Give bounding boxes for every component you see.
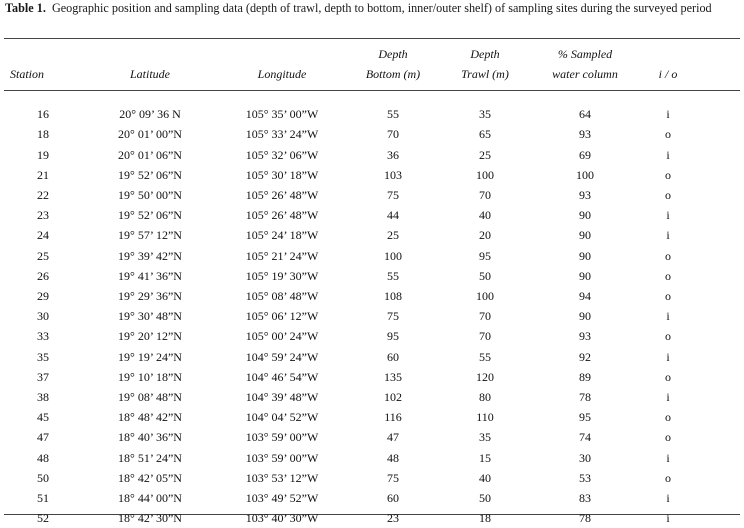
cell-depth-bottom: 108 [384, 289, 402, 304]
cell-io: i [666, 228, 670, 243]
cell-station: 37 [37, 369, 49, 384]
cell-blank [696, 468, 740, 488]
cell-sampled: 93 [579, 127, 591, 142]
cell-longitude: 103° 53’ 12”W [245, 470, 319, 485]
cell-longitude: 105° 32’ 06”W [245, 147, 319, 162]
cell-depth-bottom: 100 [384, 248, 402, 263]
cell-depth-trawl: 110 [476, 410, 494, 425]
cell-io: o [665, 127, 671, 142]
cell-station: 21 [37, 167, 49, 182]
cell-depth-bottom: 103 [384, 167, 402, 182]
cell-depth-bottom: 55 [387, 107, 399, 122]
cell-sampled: 53 [579, 470, 591, 485]
cell-latitude: 18° 40’ 36”N [118, 430, 182, 445]
cell-depth-bottom: 47 [387, 430, 399, 445]
cell-latitude: 20° 09’ 36 N [119, 107, 181, 122]
cell-io: o [665, 248, 671, 263]
col-header-sampled-line1: % Sampled [557, 47, 613, 61]
cell-blank [696, 165, 740, 185]
cell-station: 18 [37, 127, 49, 142]
cell-io: o [665, 369, 671, 384]
cell-station: 30 [37, 309, 49, 324]
cell-blank [696, 488, 740, 508]
cell-depth-trawl: 70 [479, 188, 491, 202]
cell-depth-trawl: 100 [476, 289, 494, 304]
table-row [4, 165, 740, 185]
cell-latitude: 18° 44’ 00”N [118, 491, 182, 506]
cell-latitude: 20° 01’ 06”N [118, 147, 182, 162]
cell-io: o [665, 430, 671, 445]
cell-sampled: 90 [579, 248, 591, 263]
col-header-depth-trawl-line2: Trawl (m) [461, 67, 509, 81]
cell-latitude: 19° 29’ 36”N [118, 289, 182, 304]
cell-io: o [665, 329, 671, 344]
cell-sampled: 78 [579, 511, 591, 526]
col-header-station: Station [10, 67, 45, 81]
cell-blank [696, 407, 740, 427]
cell-latitude: 19° 52’ 06”N [118, 167, 182, 182]
table-row [4, 225, 740, 245]
cell-depth-bottom: 70 [387, 127, 399, 142]
cell-blank [696, 387, 740, 407]
cell-sampled: 90 [579, 268, 591, 283]
cell-station: 33 [37, 329, 49, 344]
cell-sampled: 100 [576, 167, 594, 182]
table-row [4, 185, 740, 205]
cell-depth-bottom: 60 [387, 349, 399, 364]
cell-io: i [666, 390, 670, 405]
cell-depth-trawl: 25 [479, 147, 491, 162]
cell-latitude: 19° 52’ 06”N [118, 208, 182, 223]
cell-io: o [665, 268, 671, 283]
cell-longitude: 104° 39’ 48”W [245, 390, 319, 405]
cell-blank [696, 225, 740, 245]
table-row [4, 468, 740, 488]
caption-label: Table 1. [5, 1, 46, 15]
cell-station: 23 [37, 208, 49, 223]
cell-io: o [665, 289, 671, 304]
cell-longitude: 105° 08’ 48”W [245, 289, 319, 304]
cell-depth-trawl: 40 [479, 470, 491, 485]
cell-io: i [666, 511, 670, 526]
table-row [4, 104, 740, 124]
cell-blank [696, 246, 740, 266]
table-row [4, 347, 740, 367]
cell-sampled: 90 [579, 309, 591, 324]
table-row [4, 124, 740, 144]
cell-depth-trawl: 50 [479, 268, 491, 283]
table-row [4, 387, 740, 407]
cell-station: 22 [37, 188, 49, 202]
col-header-latitude: Latitude [129, 67, 170, 81]
cell-longitude: 105° 30’ 18”W [245, 167, 319, 182]
cell-depth-bottom: 75 [387, 470, 399, 485]
cell-blank [696, 367, 740, 387]
cell-station: 38 [37, 390, 49, 405]
cell-depth-trawl: 120 [476, 369, 494, 384]
caption-text: Geographic position and sampling data (depth of trawl, depth to bottom, inner/outer shelf) of sampling sites during the surveyed period [51, 1, 712, 15]
cell-station: 29 [37, 289, 49, 304]
cell-sampled: 90 [579, 228, 591, 243]
cell-depth-bottom: 55 [387, 268, 399, 283]
col-header-blank [696, 40, 740, 84]
cell-station: 24 [37, 228, 49, 243]
spacer-row [4, 84, 740, 104]
col-header-depth-trawl-line1: Depth [470, 47, 500, 61]
cell-latitude: 19° 41’ 36”N [118, 268, 182, 283]
cell-blank [696, 286, 740, 306]
table-body [4, 84, 740, 528]
cell-io: o [665, 470, 671, 485]
table-row [4, 326, 740, 346]
col-header-longitude: Longitude [257, 67, 307, 81]
top-rule [4, 38, 740, 39]
cell-blank [696, 266, 740, 286]
cell-longitude: 103° 49’ 52”W [245, 491, 319, 506]
cell-sampled: 83 [579, 491, 591, 506]
cell-station: 19 [37, 147, 49, 162]
cell-sampled: 69 [579, 147, 591, 162]
cell-depth-bottom: 44 [387, 208, 399, 223]
header-row [4, 40, 740, 84]
cell-station: 51 [37, 491, 49, 506]
cell-blank [696, 104, 740, 124]
cell-station: 50 [37, 470, 49, 485]
cell-sampled: 64 [579, 107, 591, 122]
cell-longitude: 103° 59’ 00”W [245, 430, 319, 445]
cell-io: i [666, 107, 670, 122]
cell-depth-trawl: 40 [479, 208, 491, 223]
cell-longitude: 105° 35’ 00”W [245, 107, 319, 122]
cell-station: 47 [37, 430, 49, 445]
cell-blank [696, 306, 740, 326]
table-row [4, 427, 740, 447]
col-header-depth-trawl [440, 40, 530, 84]
cell-depth-trawl: 95 [479, 248, 491, 263]
cell-io: i [666, 450, 670, 465]
cell-sampled: 95 [579, 410, 591, 425]
table-row [4, 266, 740, 286]
cell-depth-trawl: 35 [479, 107, 491, 122]
cell-depth-bottom: 48 [387, 450, 399, 465]
cell-depth-bottom: 23 [387, 511, 399, 526]
cell-depth-trawl: 70 [479, 309, 491, 324]
cell-io: o [665, 167, 671, 182]
cell-latitude: 18° 51’ 24”N [118, 450, 182, 465]
cell-longitude: 105° 00’ 24”W [245, 329, 319, 344]
col-header-depth-bottom-line2: Bottom (m) [365, 67, 421, 81]
cell-blank [696, 427, 740, 447]
cell-depth-trawl: 50 [479, 491, 491, 506]
cell-blank [696, 347, 740, 367]
cell-sampled: 94 [579, 289, 591, 304]
cell-io: o [665, 410, 671, 425]
cell-depth-bottom: 135 [384, 369, 402, 384]
cell-depth-bottom: 60 [387, 491, 399, 506]
cell-sampled: 78 [579, 390, 591, 405]
cell-depth-bottom: 95 [387, 329, 399, 344]
cell-sampled: 74 [579, 430, 591, 445]
cell-latitude: 18° 48’ 42”N [118, 410, 182, 425]
table-row [4, 286, 740, 306]
cell-depth-trawl: 70 [479, 329, 491, 344]
cell-longitude: 103° 59’ 00”W [245, 450, 319, 465]
cell-depth-bottom: 36 [387, 147, 399, 162]
cell-latitude: 20° 01’ 00”N [118, 127, 182, 142]
cell-sampled: 93 [579, 329, 591, 344]
cell-depth-trawl: 100 [476, 167, 494, 182]
cell-blank [696, 448, 740, 468]
col-header-sampled [530, 40, 640, 84]
cell-depth-trawl: 65 [479, 127, 491, 142]
cell-station: 25 [37, 248, 49, 263]
cell-depth-bottom: 102 [384, 390, 402, 405]
col-header-depth-bottom [346, 40, 440, 84]
cell-depth-trawl: 35 [479, 430, 491, 445]
cell-longitude: 105° 21’ 24”W [245, 248, 319, 263]
cell-depth-trawl: 15 [479, 450, 491, 465]
cell-latitude: 18° 42’ 05”N [118, 470, 182, 485]
table-row [4, 145, 740, 165]
cell-station: 26 [37, 268, 49, 283]
cell-latitude: 18° 42’ 30”N [118, 511, 182, 526]
table-row [4, 407, 740, 427]
cell-longitude: 105° 24’ 18”W [245, 228, 319, 243]
cell-latitude: 19° 10’ 18”N [118, 369, 182, 384]
cell-sampled: 89 [579, 369, 591, 384]
cell-blank [696, 145, 740, 165]
cell-latitude: 19° 39’ 42”N [118, 248, 182, 263]
cell-latitude: 19° 50’ 00”N [118, 188, 182, 202]
cell-depth-trawl: 20 [479, 228, 491, 243]
cell-io: i [666, 309, 670, 324]
cell-latitude: 19° 08’ 48”N [118, 390, 182, 405]
col-header-depth-bottom-line1: Depth [378, 47, 408, 61]
cell-longitude: 104° 59’ 24”W [245, 349, 319, 364]
cell-blank [696, 124, 740, 144]
cell-depth-bottom: 25 [387, 228, 399, 243]
table-caption [5, 1, 739, 15]
cell-latitude: 19° 19’ 24”N [118, 349, 182, 364]
col-header-io: i / o [658, 67, 678, 81]
table-row [4, 205, 740, 225]
table-row [4, 508, 740, 528]
cell-station: 35 [37, 349, 49, 364]
col-header-sampled-line2: water column [552, 67, 618, 81]
table-row [4, 448, 740, 468]
cell-io: i [666, 491, 670, 506]
cell-blank [696, 508, 740, 528]
cell-station: 48 [37, 450, 49, 465]
cell-depth-bottom: 75 [387, 309, 399, 324]
cell-blank [696, 205, 740, 225]
table-row [4, 367, 740, 387]
cell-station: 16 [37, 107, 49, 122]
table-row [4, 488, 740, 508]
cell-io: o [665, 188, 671, 202]
cell-blank [696, 185, 740, 205]
cell-longitude: 105° 33’ 24”W [245, 127, 319, 142]
table-row [4, 246, 740, 266]
cell-longitude: 104° 04’ 52”W [245, 410, 319, 425]
cell-longitude: 105° 26’ 48”W [245, 188, 319, 202]
cell-depth-bottom: 75 [387, 188, 399, 202]
cell-sampled: 93 [579, 188, 591, 202]
cell-sampled: 90 [579, 208, 591, 223]
cell-longitude: 104° 46’ 54”W [245, 369, 319, 384]
cell-io: i [666, 147, 670, 162]
cell-longitude: 105° 06’ 12”W [245, 309, 319, 324]
cell-longitude: 105° 26’ 48”W [245, 208, 319, 223]
cell-depth-trawl: 80 [479, 390, 491, 405]
cell-latitude: 19° 57’ 12”N [118, 228, 182, 243]
cell-longitude: 103° 40’ 30”W [245, 511, 319, 526]
cell-sampled: 30 [579, 450, 591, 465]
table-row [4, 306, 740, 326]
cell-longitude: 105° 19’ 30”W [245, 268, 319, 283]
cell-depth-trawl: 55 [479, 349, 491, 364]
cell-depth-bottom: 116 [384, 410, 402, 425]
cell-io: i [666, 349, 670, 364]
cell-latitude: 19° 20’ 12”N [118, 329, 182, 344]
cell-io: i [666, 208, 670, 223]
cell-blank [696, 326, 740, 346]
cell-depth-trawl: 18 [479, 511, 491, 526]
cell-sampled: 92 [579, 349, 591, 364]
sampling-sites-table [4, 40, 740, 528]
cell-latitude: 19° 30’ 48”N [118, 309, 182, 324]
cell-station: 45 [37, 410, 49, 425]
cell-station: 52 [37, 511, 49, 526]
